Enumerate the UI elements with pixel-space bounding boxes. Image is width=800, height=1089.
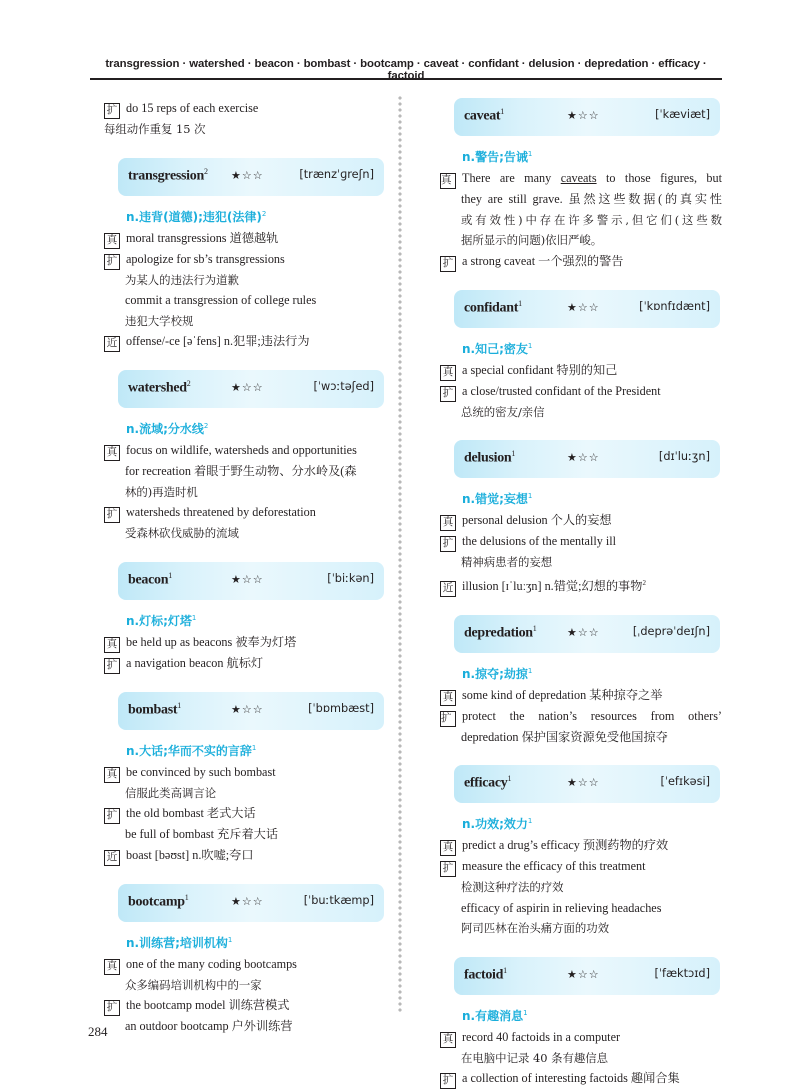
star-rating: ★☆☆ (567, 451, 600, 464)
phonetic: [ˈkɒnfɪdænt] (639, 299, 710, 313)
tag-expand: 扩 (440, 861, 456, 877)
tag-expand: 扩 (104, 254, 120, 270)
example-line: they are still grave. 虽然这些数据(的真实性 (461, 192, 722, 206)
example-translation: 检测这种疗法的疗效 (461, 880, 564, 895)
tag-near: 近 (104, 850, 120, 866)
phonetic: [ˈfæktɔɪd] (654, 966, 710, 980)
tag-real: 真 (104, 445, 120, 461)
example-translation: 精神病患者的妄想 (461, 555, 553, 569)
page-number: 284 (88, 1024, 108, 1039)
example-translation: 违犯大学校规 (125, 313, 194, 328)
tag-near: 近 (440, 581, 456, 597)
star-rating: ★☆☆ (567, 109, 600, 122)
example-translation: 每组动作重复 15 次 (104, 122, 206, 136)
headword: efficacy$^1$ (464, 774, 512, 791)
tag-real: 真 (104, 233, 120, 249)
tag-real: 真 (104, 637, 120, 653)
example-translation: 据所显示的问题)依旧严峻。 (461, 233, 603, 247)
star-rating: ★☆☆ (567, 967, 600, 981)
tag-real: 真 (440, 1032, 456, 1048)
entry-header-depredation (454, 615, 720, 653)
phonetic: [ˈbiːkən] (327, 571, 374, 585)
example-translation: 在电脑中记录 40 条有趣信息 (461, 1050, 609, 1065)
phonetic: [ˈefɪkəsi] (660, 775, 710, 789)
tag-real: 真 (440, 173, 456, 189)
headword: bombast$^1$ (128, 700, 181, 718)
example-translation: 或有效性)中存在许多警示,但它们(这些数 (461, 212, 722, 227)
example-line: 扩 watersheds threatened by deforestation (104, 502, 386, 523)
tag-expand: 扩 (440, 256, 456, 272)
entry-header-factoid (454, 957, 720, 995)
headword: bootcamp$^1$ (128, 892, 189, 910)
tag-near: 近 (104, 336, 120, 352)
entry-header-bootcamp (118, 884, 384, 922)
entry-header-efficacy (454, 765, 720, 803)
tag-real: 真 (104, 767, 120, 783)
example-line: 真 be convinced by such bombast (104, 762, 386, 783)
tag-expand: 扩 (104, 808, 120, 824)
tag-real: 真 (440, 690, 456, 706)
example-line: for recreation 着眼于野生动物、分水岭及(森 (125, 464, 357, 478)
headword: factoid$^1$ (464, 965, 507, 983)
definition: n.错觉;妄想$^1$ (462, 492, 533, 506)
example-line: commit a transgression of college rules (125, 293, 317, 307)
phonetic: [ˈbuːtkæmp] (303, 893, 374, 907)
headword: transgression$^2$ (128, 166, 208, 184)
tag-expand: 扩 (104, 103, 120, 119)
example-line: 真 one of the many coding bootcamps (104, 954, 386, 975)
example-line: 扩 the delusions of the mentally ill (440, 531, 722, 552)
definition: n.大话;华而不实的言辞$^1$ (126, 743, 257, 758)
definition: n.警告;告诫$^1$ (462, 150, 533, 164)
example-line: 真 focus on wildlife, watersheds and opportunities (104, 440, 386, 461)
tag-expand: 扩 (104, 1000, 120, 1016)
star-rating: ★☆☆ (567, 776, 600, 790)
headword: watershed$^2$ (128, 379, 191, 396)
example-line: 扩 a collection of interesting factoids 趣闻合集 (440, 1068, 722, 1089)
star-rating: ★☆☆ (567, 300, 600, 314)
headword: delusion$^1$ (464, 449, 516, 466)
example-translation: 众多编码培训机构中的一家 (125, 977, 262, 992)
example-line: 真 a special confidant 特别的知己 (440, 360, 722, 381)
example-line: an outdoor bootcamp 户外训练营 (125, 1019, 293, 1033)
star-rating: ★☆☆ (567, 625, 600, 639)
example-translation: 阿司匹林在治头痛方面的功效 (461, 921, 610, 936)
entry-header-delusion (454, 440, 720, 478)
synonym-line: 近 illusion [ɪˈluːʒn] n.错觉;幻想的事物$^2$ (440, 573, 722, 597)
definition: n.灯标;灯塔$^1$ (126, 613, 197, 628)
example-line: 扩 measure the efficacy of this treatment (440, 856, 722, 877)
example-line: 真 be held up as beacons 被奉为灯塔 (104, 632, 386, 653)
example-translation: 受森林砍伐威胁的流域 (125, 526, 239, 540)
star-rating: ★☆☆ (231, 702, 264, 716)
tag-expand: 扩 (440, 1073, 456, 1089)
example-line: 真 predict a drug’s efficacy 预测药物的疗效 (440, 835, 722, 856)
example-line: 真 personal delusion 个人的妄想 (440, 510, 722, 531)
headword: confidant$^1$ (464, 298, 522, 316)
entry-header-bombast (118, 692, 384, 730)
example-line: 扩 do 15 reps of each exercise (104, 98, 386, 119)
left-column (104, 98, 386, 1037)
tag-real: 真 (440, 840, 456, 856)
entry-header-watershed (118, 370, 384, 408)
column-divider (395, 95, 405, 1012)
phonetic: [ˌdeprəˈdeɪʃn] (632, 624, 710, 638)
headword: beacon$^1$ (128, 570, 172, 588)
entry-header-caveat (454, 98, 720, 136)
example-translation: 林的)再造时机 (125, 484, 198, 499)
star-rating: ★☆☆ (231, 381, 264, 394)
entry-header-transgression (118, 158, 384, 196)
definition: n.有趣消息$^1$ (462, 1008, 528, 1023)
example-translation: 为某人的违法行为道歉 (125, 272, 239, 287)
phonetic: [ˈwɔːtəʃed] (313, 380, 374, 393)
example-line: 真 moral transgressions 道德越轨 (104, 228, 386, 249)
example-line: 真 There are many caveats to those figures, but (440, 168, 722, 189)
definition: n.掠夺;劫掠$^1$ (462, 666, 533, 681)
phonetic: [ˈbɒmbæst] (308, 701, 374, 715)
example-translation: 信服此类高调言论 (125, 785, 217, 800)
example-line: 扩 apologize for sb’s transgressions (104, 249, 386, 270)
star-rating: ★☆☆ (231, 572, 264, 586)
example-line: 扩 a strong caveat 一个强烈的警告 (440, 251, 722, 272)
headword: depredation$^1$ (464, 623, 537, 641)
tag-expand: 扩 (440, 536, 456, 552)
example-line: 扩 the old bombast 老式大话 (104, 803, 386, 824)
definition: n.训练营;培训机构$^1$ (126, 935, 233, 950)
entry-header-beacon (118, 562, 384, 600)
entry-header-confidant (454, 290, 720, 328)
star-rating: ★☆☆ (231, 894, 264, 908)
example-line: 扩 protect the nation’s resources from others’ (440, 706, 722, 727)
phonetic: [trænzˈɡreʃn] (299, 167, 374, 181)
synonym-line: 近 offense/-ce [əˈfens] n.犯罪;违法行为 (104, 331, 386, 352)
example-line: be full of bombast 充斥着大话 (125, 827, 279, 841)
tag-expand: 扩 (440, 386, 456, 402)
definition: n.流域;分水线$^2$ (126, 422, 209, 436)
definition: n.违背(道德);违犯(法律)$^2$ (126, 209, 267, 224)
example-line: depredation 保护国家资源免受他国掠夺 (461, 729, 668, 744)
example-translation: 总统的密友/亲信 (461, 404, 545, 419)
star-rating: ★☆☆ (231, 168, 264, 182)
example-line: 扩 a navigation beacon 航标灯 (104, 653, 386, 674)
phonetic: [ˈkæviæt] (655, 108, 710, 121)
running-header: transgression · watershed · beacon · bombast · bootcamp · caveat · confidant · delusion · depredation · efficacy · factoid (105, 58, 707, 82)
example-line: efficacy of aspirin in relieving headaches (461, 900, 662, 915)
example-line: 扩 a close/trusted confidant of the President (440, 381, 722, 402)
example-line: 真 record 40 factoids in a computer (440, 1027, 722, 1048)
definition: n.知己;密友$^1$ (462, 341, 533, 356)
tag-real: 真 (104, 959, 120, 975)
tag-expand: 扩 (104, 658, 120, 674)
definition: n.功效;效力$^1$ (462, 817, 533, 832)
synonym-line: 近 boast [bəʊst] n.吹嘘;夸口 (104, 845, 386, 866)
headword: caveat$^1$ (464, 107, 504, 124)
example-line: 扩 the bootcamp model 训练营模式 (104, 995, 386, 1016)
tag-real: 真 (440, 365, 456, 381)
example-line: 真 some kind of depredation 某种掠夺之举 (440, 685, 722, 706)
right-column (440, 80, 722, 1089)
tag-expand: 扩 (104, 507, 120, 523)
phonetic: [dɪˈluːʒn] (658, 450, 710, 463)
tag-expand: 扩 (440, 711, 456, 727)
tag-real: 真 (440, 515, 456, 531)
